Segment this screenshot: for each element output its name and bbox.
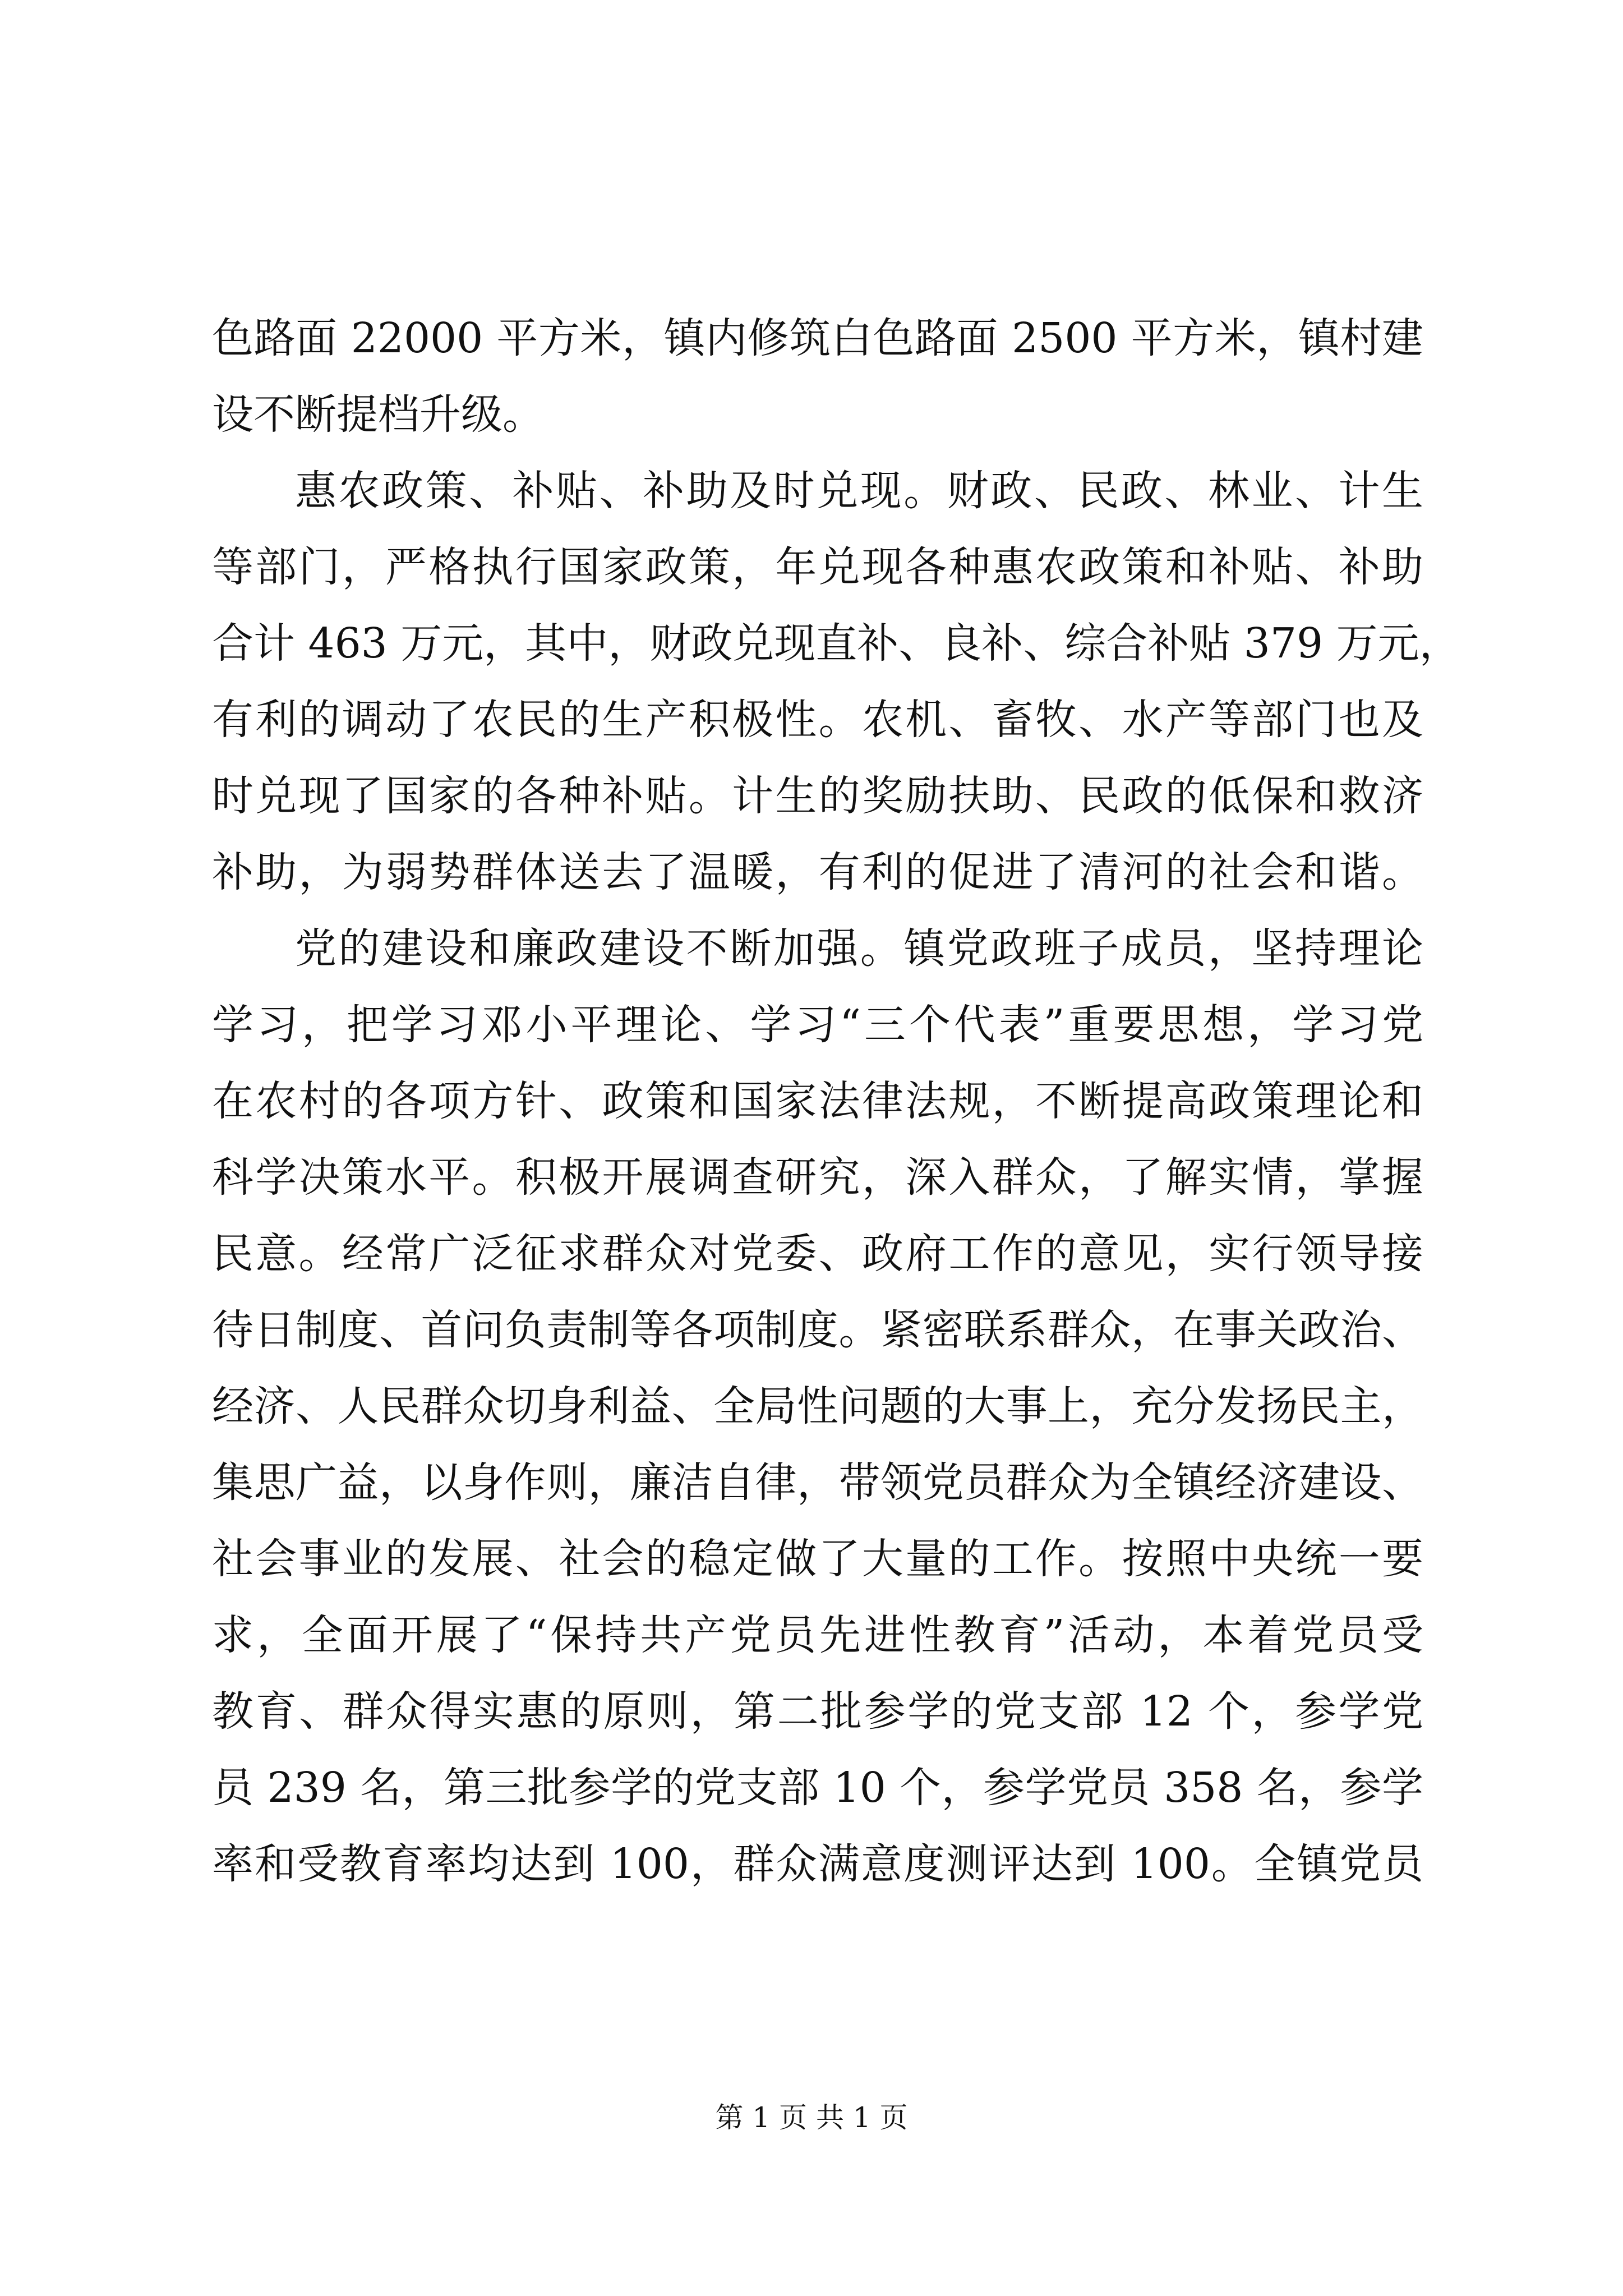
text-line: 等部门，严格执行国家政策，年兑现各种惠农政策和补贴、补助 xyxy=(212,543,1423,591)
text-line: 民意。经常广泛征求群众对党委、政府工作的意见，实行领导接 xyxy=(212,1230,1423,1278)
text-line: 率和受教育率均达到 100，群众满意度测评达到 100。全镇党员 xyxy=(212,1840,1423,1888)
text-line: 员 239 名，第三批参学的党支部 10 个，参学党员 358 名，参学 xyxy=(212,1764,1423,1812)
text-line: 待日制度、首问负责制等各项制度。紧密联系群众，在事关政治、 xyxy=(212,1306,1423,1354)
text-line: 有利的调动了农民的生产积极性。农机、畜牧、水产等部门也及 xyxy=(212,696,1423,744)
text-line: 在农村的各项方针、政策和国家法律法规，不断提高政策理论和 xyxy=(212,1077,1423,1125)
text-line: 社会事业的发展、社会的稳定做了大量的工作。按照中央统一要 xyxy=(212,1535,1423,1583)
text-line: 学习，把学习邓小平理论、学习“三个代表”重要思想，学习党 xyxy=(212,1001,1423,1049)
text-line: 合计 463 万元，其中，财政兑现直补、良补、综合补贴 379 万元， xyxy=(212,619,1461,668)
text-line: 经济、人民群众切身利益、全局性问题的大事上，充分发扬民主， xyxy=(212,1382,1423,1430)
text-line: 教育、群众得实惠的原则，第二批参学的党支部 12 个，参学党 xyxy=(212,1687,1423,1736)
text-line: 设不断提档升级。 xyxy=(212,390,544,439)
page-number-label: 第 1 页 共 1 页 xyxy=(715,2101,908,2134)
text-line: 色路面 22000 平方米，镇内修筑白色路面 2500 平方米，镇村建 xyxy=(212,314,1423,362)
document-body xyxy=(212,300,1461,1902)
text-line: 补助，为弱势群体送去了温暖，有利的促进了清河的社会和谐。 xyxy=(212,848,1423,896)
page-footer xyxy=(0,2101,1623,2134)
paragraph-start-line: 党的建设和廉政建设不断加强。镇党政班子成员，坚持理论 xyxy=(295,924,1423,973)
paragraph-start-line: 惠农政策、补贴、补助及时兑现。财政、民政、林业、计生 xyxy=(295,467,1423,515)
text-line: 求，全面开展了“保持共产党员先进性教育”活动，本着党员受 xyxy=(212,1611,1423,1659)
text-line: 集思广益，以身作则，廉洁自律，带领党员群众为全镇经济建设、 xyxy=(212,1458,1423,1507)
text-line: 科学决策水平。积极开展调查研究，深入群众，了解实情，掌握 xyxy=(212,1153,1423,1202)
text-line: 时兑现了国家的各种补贴。计生的奖励扶助、民政的低保和救济 xyxy=(212,772,1423,820)
